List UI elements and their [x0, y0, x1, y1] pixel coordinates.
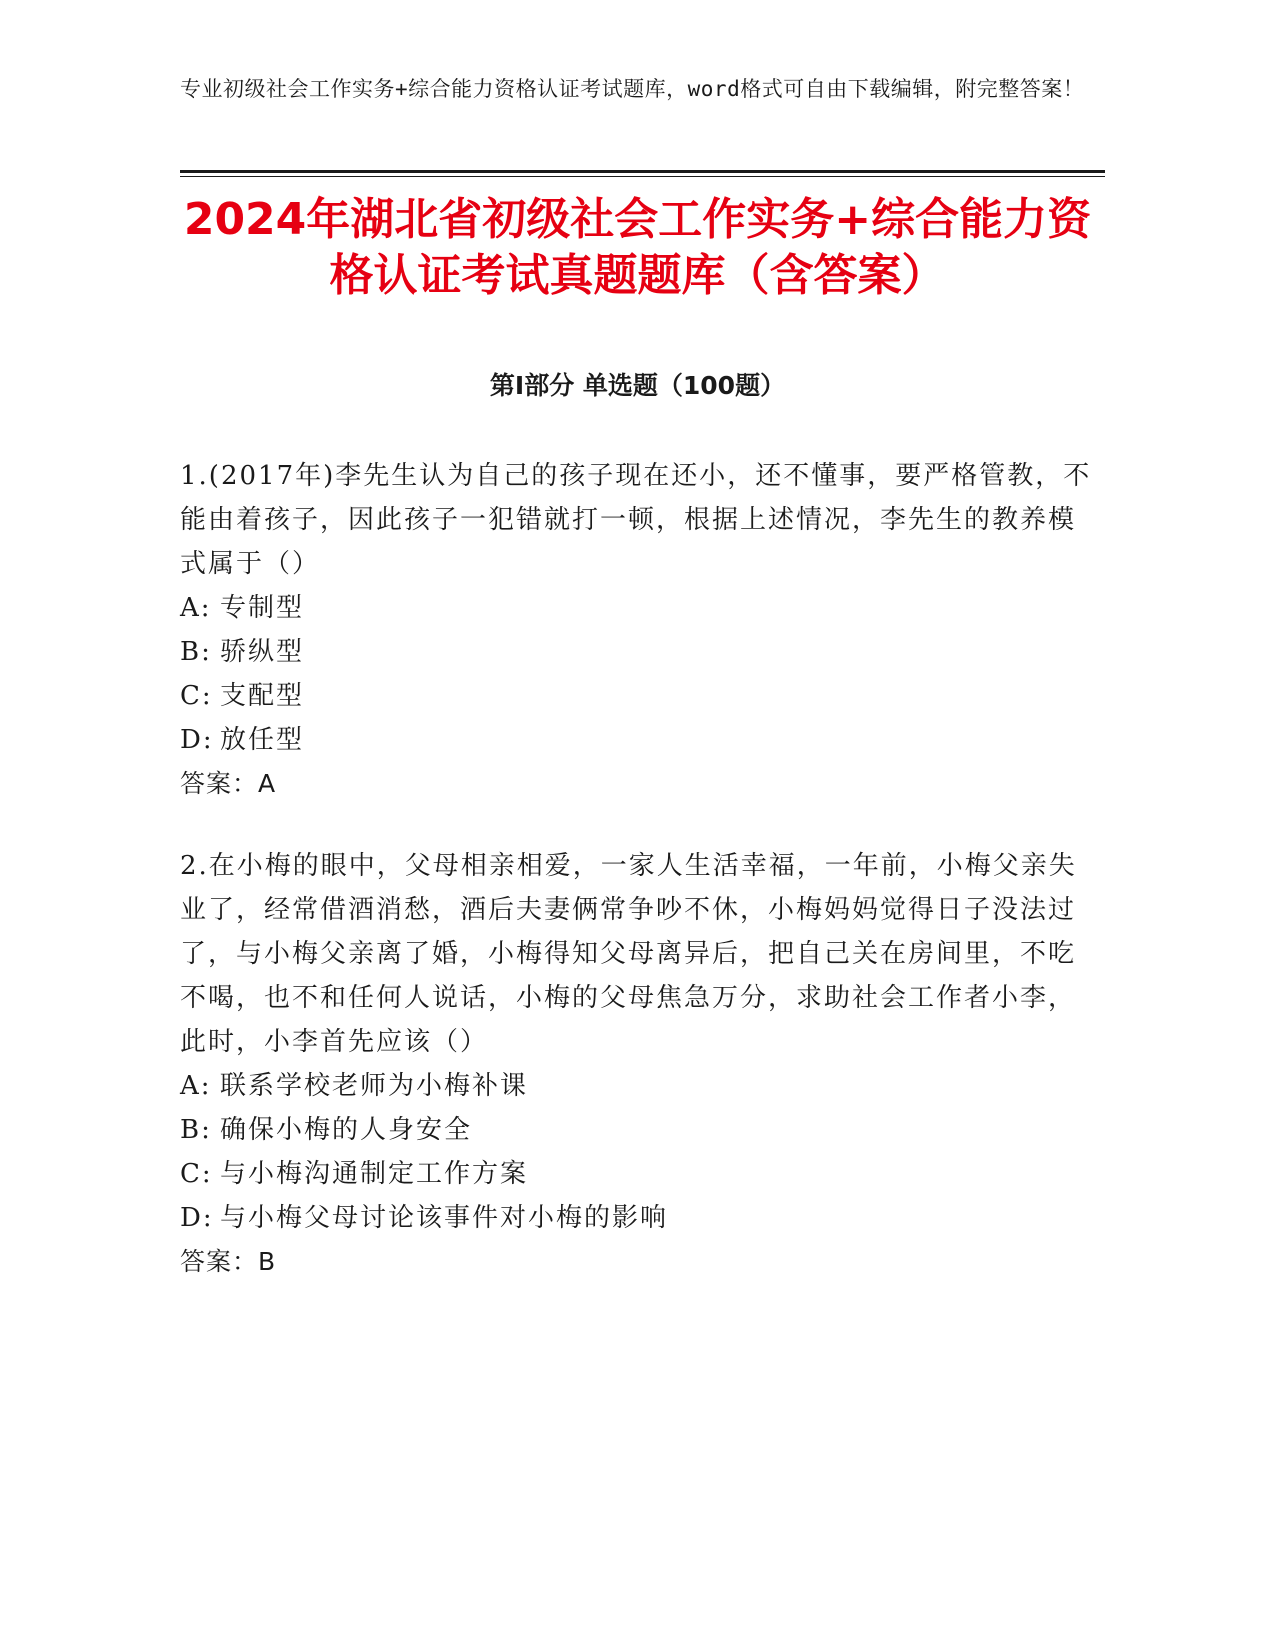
option-d — [180, 1196, 1100, 1240]
option-c — [180, 674, 1100, 718]
option-key: D: — [180, 1203, 214, 1233]
option-text: 联系学校老师为小梅补课 — [220, 1071, 529, 1101]
option-key: B: — [180, 637, 212, 667]
option-b — [180, 1108, 1100, 1152]
option-text: 专制型 — [220, 593, 305, 623]
option-text: 骄纵型 — [220, 637, 305, 667]
question-stem: 1.(2017年)李先生认为自己的孩子现在还小，还不懂事，要严格管教，不能由着孩子，因此孩子一犯错就打一顿，根据上述情况，李先生的教养模式属于（） — [180, 461, 1092, 579]
header-divider-thick — [180, 170, 1105, 173]
option-key: C: — [180, 681, 213, 711]
option-text: 与小梅沟通制定工作方案 — [220, 1159, 529, 1189]
option-key: C: — [180, 1159, 213, 1189]
option-text: 放任型 — [220, 725, 305, 755]
document-title: 2024年湖北省初级社会工作实务+综合能力资格认证考试真题题库（含答案） — [183, 194, 1092, 301]
option-text: 确保小梅的人身安全 — [220, 1115, 473, 1145]
option-c — [180, 1152, 1100, 1196]
option-b — [180, 630, 1100, 674]
option-a — [180, 586, 1100, 630]
question-stem: 2.在小梅的眼中，父母相亲相爱，一家人生活幸福，一年前，小梅父亲失业了，经常借酒消愁，酒后夫妻俩常争吵不休，小梅妈妈觉得日子没法过了，与小梅父亲离了婚，小梅得知父母离异后，把自己关在房间里，不吃不喝，也不和任何人说话，小梅的父母焦急万分，求助社会工作者小李，此时，小李首先应该（） — [180, 851, 1077, 1057]
option-text: 支配型 — [220, 681, 305, 711]
option-key: B: — [180, 1115, 212, 1145]
option-key: A: — [180, 593, 212, 623]
option-key: A: — [180, 1071, 212, 1101]
answer-line: 答案：A — [180, 769, 277, 798]
answer-line: 答案：B — [180, 1247, 277, 1276]
header-divider-thin — [180, 176, 1105, 177]
question-item — [180, 844, 1100, 1284]
question-item — [180, 454, 1100, 806]
option-d — [180, 718, 1100, 762]
section-title: 第Ⅰ部分 单选题（100题） — [489, 371, 786, 400]
option-a — [180, 1064, 1100, 1108]
header-note: 专业初级社会工作实务+综合能力资格认证考试题库，word格式可自由下载编辑，附完整答案！ — [180, 77, 1085, 101]
option-key: D: — [180, 725, 214, 755]
option-text: 与小梅父母讨论该事件对小梅的影响 — [220, 1203, 669, 1233]
